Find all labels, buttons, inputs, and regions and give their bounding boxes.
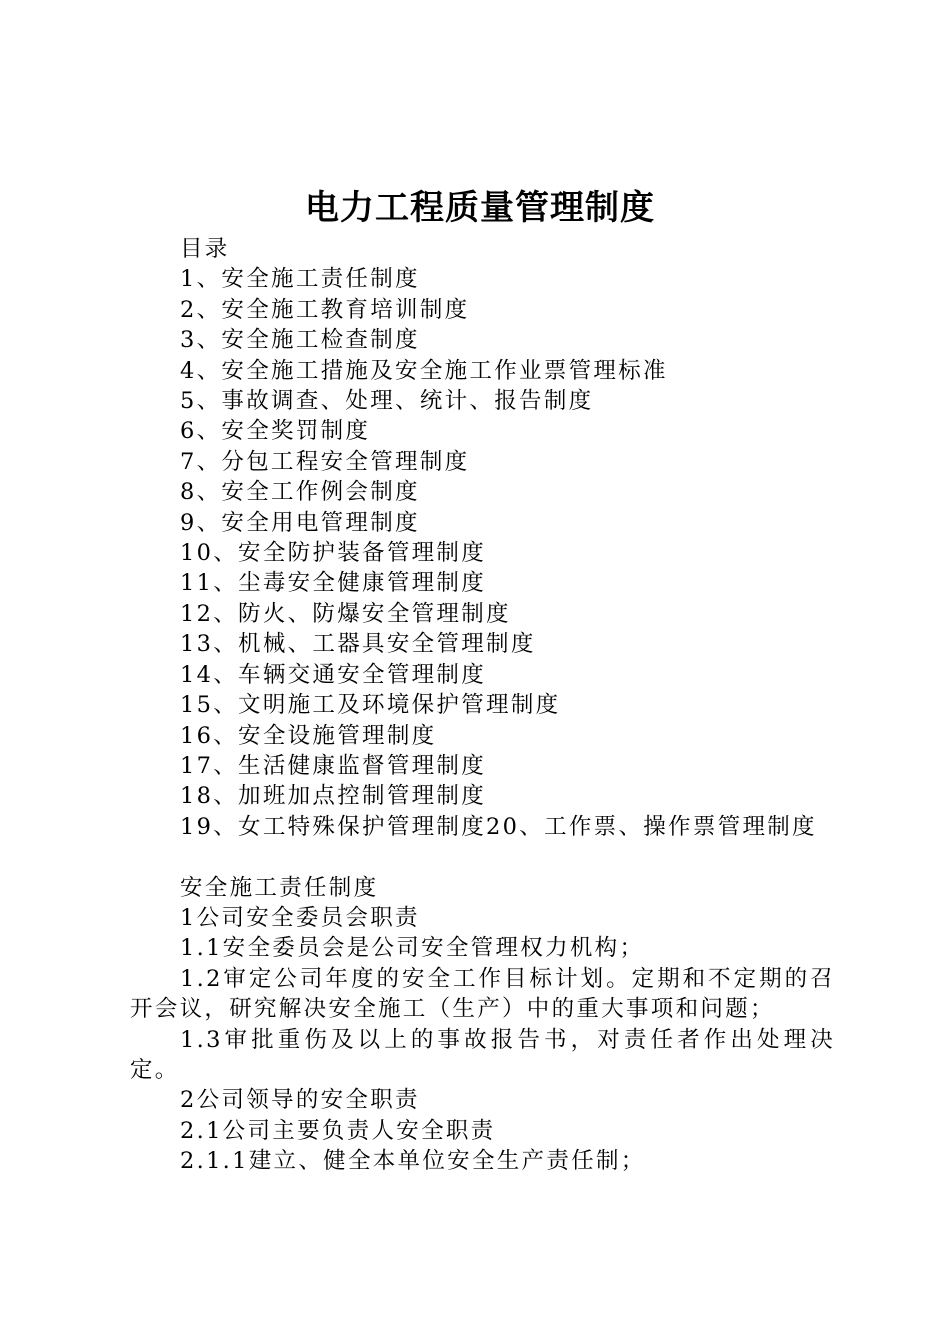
section-heading: 安全施工责任制度 (180, 874, 379, 901)
toc-item: 6、安全奖罚制度 (180, 418, 371, 445)
toc-item: 12、防火、防爆安全管理制度 (180, 600, 511, 627)
paragraph: 1.3审批重伤及以上的事故报告书，对责任者作出处理决定。 (130, 1026, 835, 1083)
toc-item: 8、安全工作例会制度 (180, 479, 420, 506)
toc-item: 18、加班加点控制管理制度 (180, 783, 487, 810)
toc-item: 4、安全施工措施及安全施工作业票管理标准 (180, 357, 668, 384)
paragraph: 2公司领导的安全职责 (180, 1087, 420, 1114)
paragraph: 1公司安全委员会职责 (180, 904, 420, 931)
paragraph: 2.1.1建立、健全本单位安全生产责任制； (180, 1148, 646, 1175)
paragraph: 1.1安全委员会是公司安全管理权力机构； (180, 935, 645, 962)
toc-item: 15、文明施工及环境保护管理制度 (180, 692, 561, 719)
paragraph: 2.1公司主要负责人安全职责 (180, 1117, 496, 1144)
toc-item: 7、分包工程安全管理制度 (180, 448, 470, 475)
toc-item: 5、事故调查、处理、统计、报告制度 (180, 388, 594, 415)
toc-item: 19、女工特殊保护管理制度20、工作票、操作票管理制度 (180, 813, 817, 840)
paragraph: 1.2审定公司年度的安全工作目标计划。定期和不定期的召开会议，研究解决安全施工（生产）中的重大事项和问题； (130, 965, 835, 1023)
toc-item: 3、安全施工检查制度 (180, 327, 420, 354)
toc-item: 11、尘毒安全健康管理制度 (180, 570, 487, 597)
toc-item: 14、车辆交通安全管理制度 (180, 661, 487, 688)
blank-line (130, 842, 835, 872)
toc-item: 1、安全施工责任制度 (180, 266, 420, 293)
document-body (130, 234, 835, 1177)
toc-item: 17、生活健康监督管理制度 (180, 752, 487, 779)
document-title: 电力工程质量管理制度 (305, 188, 655, 228)
toc-item: 16、安全设施管理制度 (180, 722, 437, 749)
toc-heading: 目录 (180, 236, 230, 262)
toc-list (130, 264, 835, 842)
toc-item: 13、机械、工器具安全管理制度 (180, 631, 536, 658)
toc-item: 10、安全防护装备管理制度 (180, 540, 487, 567)
toc-item: 9、安全用电管理制度 (180, 509, 420, 536)
toc-item: 2、安全施工教育培训制度 (180, 296, 470, 323)
